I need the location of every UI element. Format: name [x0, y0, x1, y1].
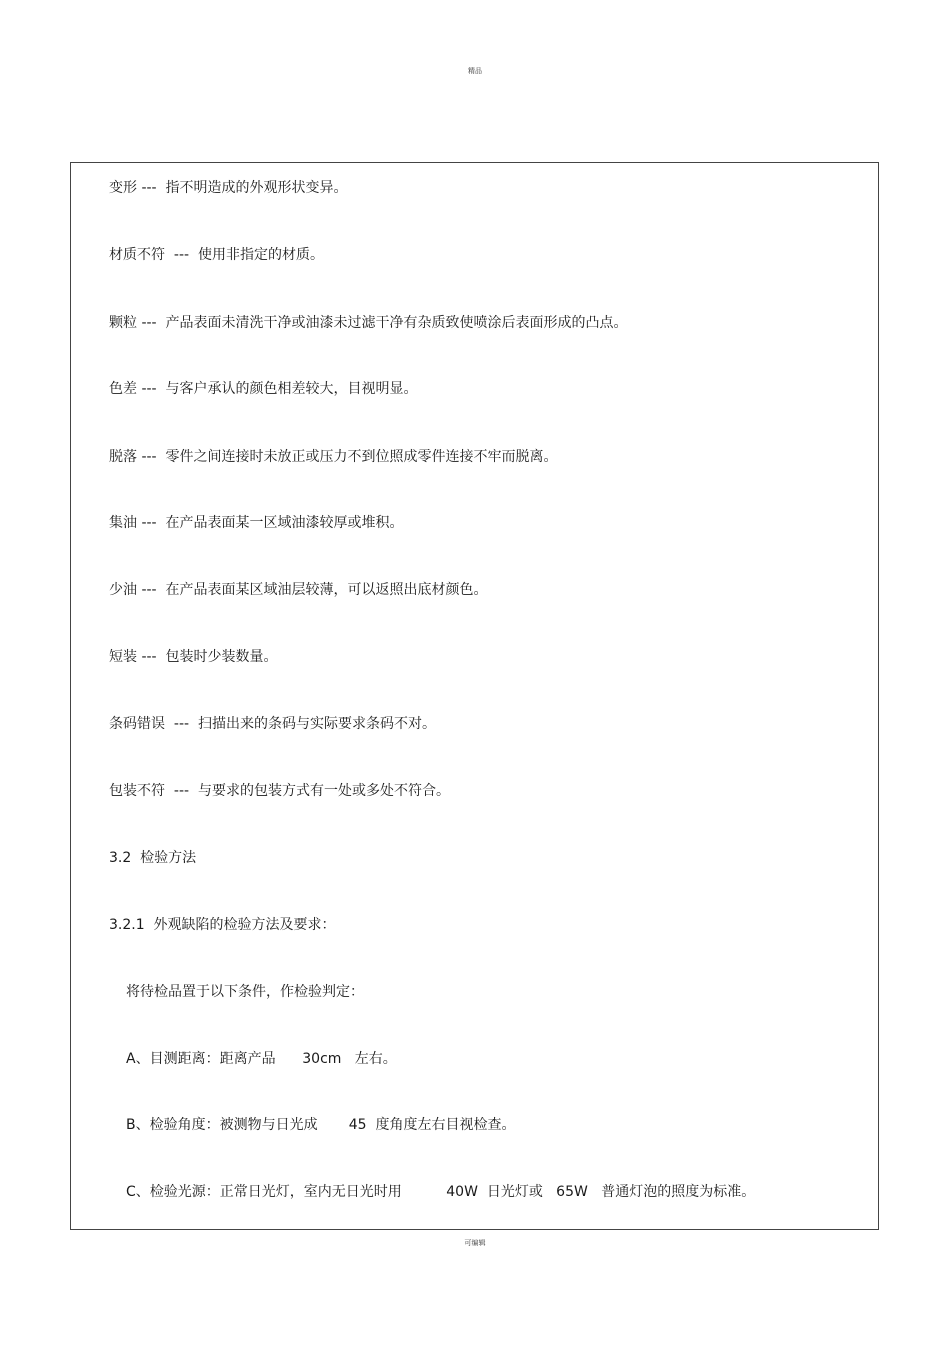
- defect-particles: 颗粒 --- 产品表面未清洗干净或油漆未过滤干净有杂质致使喷涂后表面形成的凸点。: [109, 315, 628, 331]
- footer-watermark: 可编辑: [464, 1239, 486, 1247]
- instruction-intro: 将待检品置于以下条件，作检验判定：: [126, 984, 364, 1000]
- defect-detachment: 脱落 --- 零件之间连接时未放正或压力不到位照成零件连接不牢而脱离。: [109, 449, 558, 465]
- condition-distance: A、目测距离：距离产品 30cm 左右。: [126, 1051, 397, 1067]
- defect-color-difference: 色差 --- 与客户承认的颜色相差较大，目视明显。: [109, 381, 418, 397]
- header-watermark: 精品: [468, 67, 482, 75]
- defect-material-mismatch: 材质不符 --- 使用非指定的材质。: [109, 247, 324, 263]
- defect-short-packing: 短装 --- 包装时少装数量。: [109, 649, 278, 665]
- defect-thin-oil: 少油 --- 在产品表面某区域油层较薄，可以返照出底材颜色。: [109, 582, 488, 598]
- defect-packing-mismatch: 包装不符 --- 与要求的包装方式有一处或多处不符合。: [109, 783, 450, 799]
- defect-oil-accumulation: 集油 --- 在产品表面某一区域油漆较厚或堆积。: [109, 515, 404, 531]
- condition-angle: B、检验角度：被测物与日光成 45 度角度左右目视检查。: [126, 1117, 516, 1133]
- defect-deformation: 变形 --- 指不明造成的外观形状变异。: [109, 180, 348, 196]
- section-heading-inspection-method: 3.2 检验方法: [109, 850, 197, 866]
- defect-barcode-error: 条码错误 --- 扫描出来的条码与实际要求条码不对。: [109, 716, 436, 732]
- subsection-heading-appearance: 3.2.1 外观缺陷的检验方法及要求：: [109, 917, 336, 933]
- condition-light-source: C、检验光源：正常日光灯，室内无日光时用 40W 日光灯或 65W 普通灯泡的照度为标准。: [126, 1184, 756, 1200]
